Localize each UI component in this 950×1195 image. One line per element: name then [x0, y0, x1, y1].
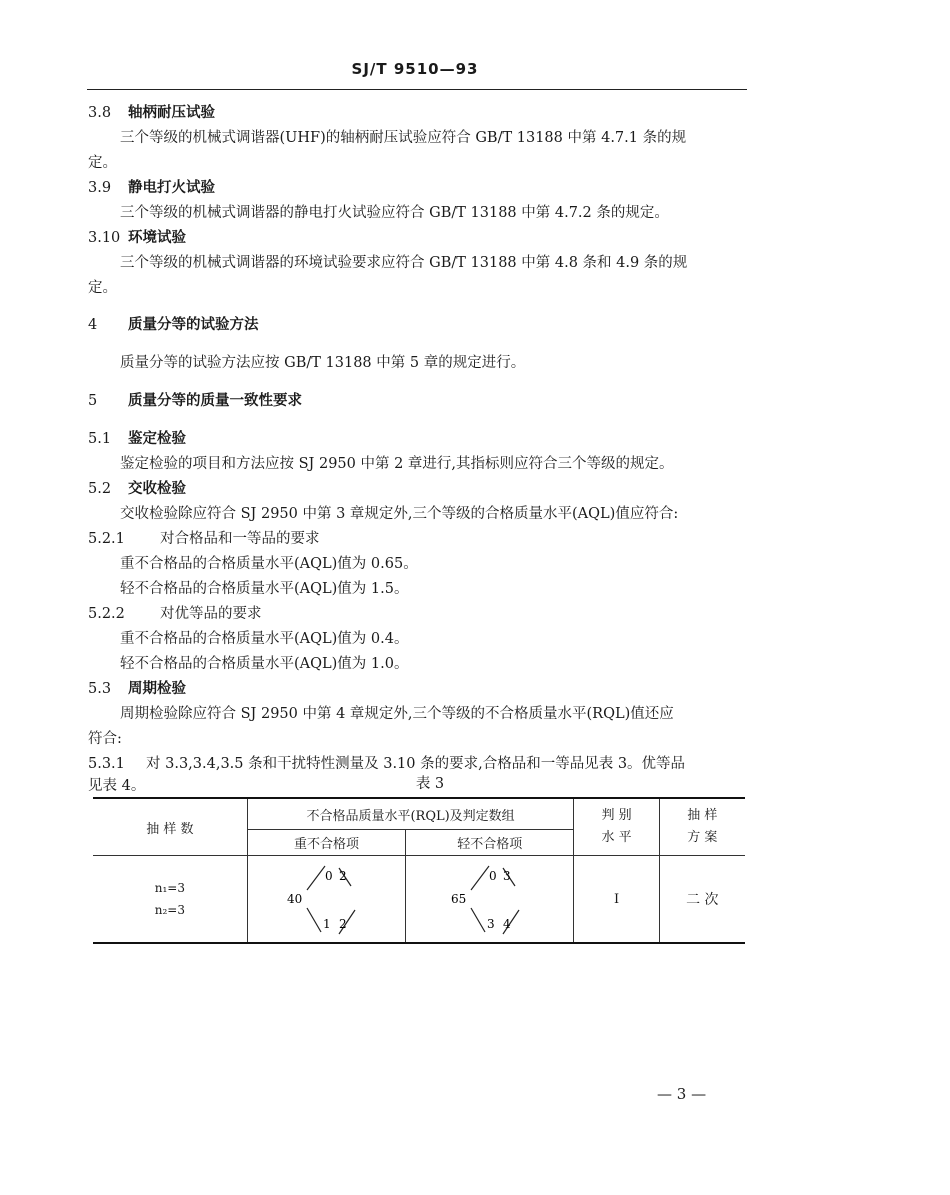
minor-rql: 65	[450, 892, 467, 906]
section-5-1-text: 鉴定检验的项目和方法应按 SJ 2950 中第 2 章进行,其指标则应符合三个等级的规定。	[120, 456, 674, 472]
section-5-2-2-text-1: 重不合格品的合格质量水平(AQL)值为 0.4。	[120, 631, 409, 647]
section-5-3-text: 周期检验除应符合 SJ 2950 中第 4 章规定外,三个等级的不合格质量水平(RQL)值还应	[120, 706, 674, 722]
page-number: — 3 —	[657, 1085, 707, 1103]
header-rql-group: 不合格品质量水平(RQL)及判定数组	[247, 798, 574, 830]
section-5-2-1-text-1: 重不合格品的合格质量水平(AQL)值为 0.65。	[120, 556, 418, 572]
major-decision-diagram	[281, 856, 371, 942]
cell-minor-decision	[406, 856, 574, 944]
cell-sample-sizes: n₁=3 n₂=3	[93, 856, 247, 944]
header-sample-size: 抽 样 数	[93, 798, 247, 856]
header-rule	[87, 89, 747, 90]
section-5-3-text-cont: 符合:	[88, 731, 122, 747]
major-ac2: 1	[323, 917, 332, 931]
cell-sampling-plan: 二 次	[659, 856, 745, 944]
header-major-nonconformity: 重不合格项	[247, 830, 405, 856]
standard-code: SJ/T 9510—93	[351, 60, 479, 78]
section-3-10-text-cont: 定。	[88, 280, 117, 296]
section-3-9-text: 三个等级的机械式调谐器的静电打火试验应符合 GB/T 13188 中第 4.7.2 条的规定。	[120, 205, 669, 221]
major-re1: 2	[339, 869, 348, 883]
cell-inspection-level: I	[574, 856, 659, 944]
section-3-8-text-cont: 定。	[88, 155, 117, 171]
section-5-2-text: 交收检验除应符合 SJ 2950 中第 3 章规定外,三个等级的合格质量水平(AQL)值应符合:	[120, 506, 679, 522]
section-3-8-heading: 3.8 轴柄耐压试验	[88, 105, 215, 121]
section-5-2-2-text-2: 轻不合格品的合格质量水平(AQL)值为 1.0。	[120, 656, 409, 672]
table-3-caption: 表 3	[415, 776, 445, 792]
minor-re2: 4	[502, 917, 511, 931]
minor-decision-diagram	[445, 856, 535, 942]
section-5-2-2-heading: 5.2.2 对优等品的要求	[88, 606, 262, 622]
section-5-2-1-text-2: 轻不合格品的合格质量水平(AQL)值为 1.5。	[120, 581, 409, 597]
section-3-10-heading: 3.10 环境试验	[88, 230, 186, 246]
section-5-3-1-text-cont: 见表 4。	[88, 778, 146, 794]
minor-ac2: 3	[486, 917, 495, 931]
header-inspection-level: 判 别 水 平	[574, 798, 659, 856]
section-5-heading: 5 质量分等的质量一致性要求	[88, 393, 302, 409]
major-re2: 2	[339, 917, 348, 931]
section-4-text: 质量分等的试验方法应按 GB/T 13188 中第 5 章的规定进行。	[120, 355, 526, 371]
minor-re1: 3	[502, 869, 511, 883]
section-5-3-heading: 5.3 周期检验	[88, 681, 186, 697]
section-4-heading: 4 质量分等的试验方法	[88, 317, 259, 333]
major-ac1: 0	[325, 869, 334, 883]
section-5-1-heading: 5.1 鉴定检验	[88, 431, 186, 447]
section-5-2-1-heading: 5.2.1 对合格品和一等品的要求	[88, 531, 320, 547]
header-minor-nonconformity: 轻不合格项	[406, 830, 574, 856]
section-5-3-1-text: 5.3.1 对 3.3,3.4,3.5 条和干扰特性测量及 3.10 条的要求,合格品和一等品见表 3。优等品	[88, 756, 686, 772]
major-rql: 40	[287, 892, 303, 906]
section-3-10-text: 三个等级的机械式调谐器的环境试验要求应符合 GB/T 13188 中第 4.8 条和 4.9 条的规	[120, 255, 688, 271]
minor-ac1: 0	[488, 869, 497, 883]
section-5-2-heading: 5.2 交收检验	[88, 481, 186, 497]
section-3-8-text: 三个等级的机械式调谐器(UHF)的轴柄耐压试验应符合 GB/T 13188 中第 4.7.1 条的规	[120, 130, 687, 146]
header-sampling-plan: 抽 样 方 案	[659, 798, 745, 856]
table-3	[93, 797, 745, 944]
section-3-9-heading: 3.9 静电打火试验	[88, 180, 215, 196]
cell-major-decision	[247, 856, 405, 944]
